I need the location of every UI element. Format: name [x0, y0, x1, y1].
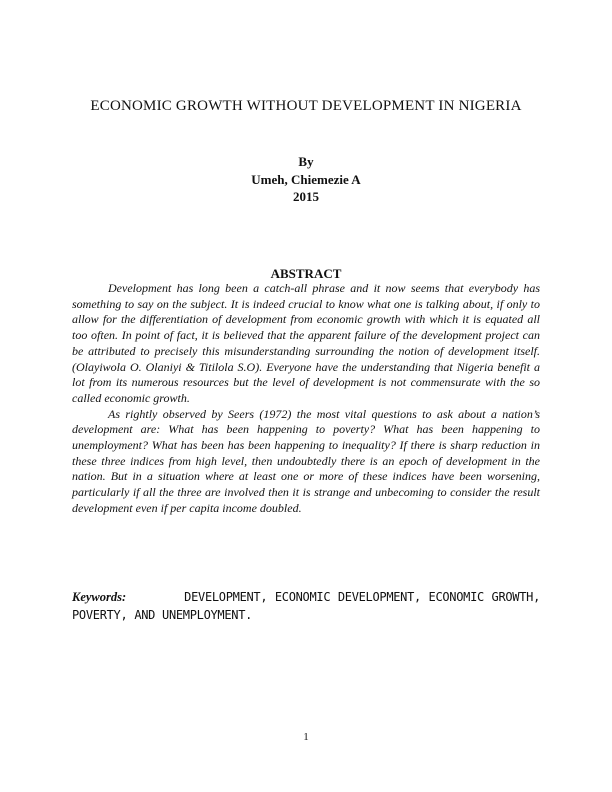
paper-title: ECONOMIC GROWTH WITHOUT DEVELOPMENT IN NIGERIA [90, 98, 522, 114]
abstract-heading: ABSTRACT [270, 266, 342, 281]
keywords-text: DEVELOPMENT, ECONOMIC DEVELOPMENT, ECONOMIC GROWTH, POVERTY, AND UNEMPLOYMENT. [72, 590, 540, 622]
page-number: 1 [303, 731, 309, 743]
author-name: Umeh, Chiemezie A [251, 171, 361, 187]
abstract-paragraph: Development has long been a catch-all phrase and it now seems that everybody has something to say on the subject. It is indeed crucial to know what one is talking about, if only to allow for the differentiation of development from economic growth with which it is equated all too often. In point of fact, it is believed that the apparent failure of the development project can be attributed to precisely this misunderstanding surrounding the notion of development itself. (Olayiwola O. Olaniyi & Titilola S.O). Everyone have the understanding that Nigeria benefit a lot from its numerous resources but the level of development is not commensurate with the so called economic growth. [72, 281, 540, 405]
keywords-section [72, 588, 540, 624]
abstract-body [72, 281, 540, 517]
keywords-label: Keywords: [72, 590, 127, 604]
by-label: By [298, 154, 314, 169]
abstract-paragraph: As rightly observed by Seers (1972) the most vital questions to ask about a nation’s development are: What has been happening to poverty? What has been happening to unemployment? What has been has been happening to inequality? If there is sharp reduction in these three indices from high level, then undoubtedly there is an epoch of development in the nation. But in a situation where at least one or more of these indices have been worsening, particularly if all the three are involved then it is strange and unbecoming to consider the result development even if per capita income doubled. [72, 406, 540, 515]
byline [60, 153, 552, 206]
publication-year: 2015 [293, 189, 319, 204]
